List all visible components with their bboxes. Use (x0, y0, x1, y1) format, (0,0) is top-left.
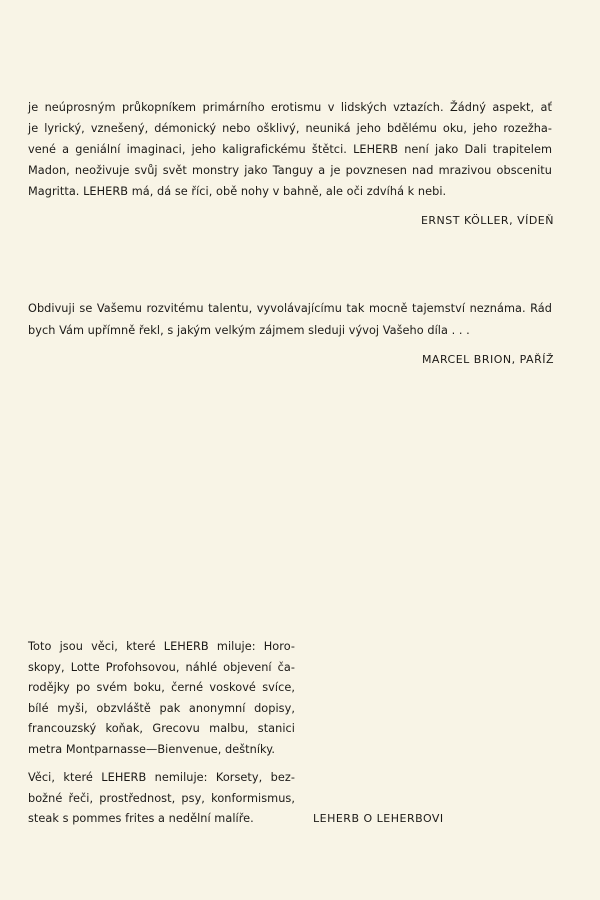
text-line: bílé myši, obzvláště pak anonymní dopisy, (28, 702, 295, 715)
text-line: Obdivuji se Vašemu rozvitému talentu, vyvolávajícímu tak mocně tajemství neznáma. Rád (28, 302, 552, 315)
text-line: Madon, neoživuje svůj svět monstry jako Tanguy a je povznesen nad mrazivou obscenitu (28, 164, 552, 177)
text-line: Toto jsou věci, které LEHERB miluje: Horo- (28, 640, 295, 653)
text-line: francouzský koňak, Grecovu malbu, stanici (28, 722, 295, 735)
text-line: skopy, Lotte Profohsovou, náhlé objevení ča- (28, 661, 295, 674)
quote-author: MARCEL BRION, PAŘÍŽ (421, 353, 554, 366)
text-line: rodějky po svém boku, černé voskové svíce, (28, 681, 295, 694)
text-line: je neúprosným průkopníkem primárního erotismu v lidských vztazích. Žádný aspekt, ať (28, 101, 552, 114)
text-line: Magritta. LEHERB má, dá se říci, obě nohy v bahně, ale oči zdvíhá k nebi. (28, 185, 447, 198)
text-line: vené a geniální imaginaci, jeho kaligrafickému štětci. LEHERB není jako Dali trapitelem (28, 143, 552, 156)
text-line: Věci, které LEHERB nemiluje: Korsety, bez- (28, 771, 295, 784)
section-signature: LEHERB O LEHERBOVI (313, 812, 444, 825)
text-line: je lyrický, vznešený, démonický nebo ošklivý, neuniká jeho bdělému oku, jeho rozežha- (28, 122, 552, 135)
text-line: božné řeči, prostřednost, psy, konformismus, (28, 792, 295, 805)
text-line: metra Montparnasse—Bienvenue, deštníky. (28, 743, 276, 756)
quote-author: ERNST KÖLLER, VÍDEŇ (420, 214, 554, 227)
text-line: bych Vám upřímně řekl, s jakým velkým zájmem sleduji vývoj Vašeho díla . . . (28, 324, 470, 337)
text-line: steak s pommes frites a nedělní malíře. (28, 812, 254, 825)
